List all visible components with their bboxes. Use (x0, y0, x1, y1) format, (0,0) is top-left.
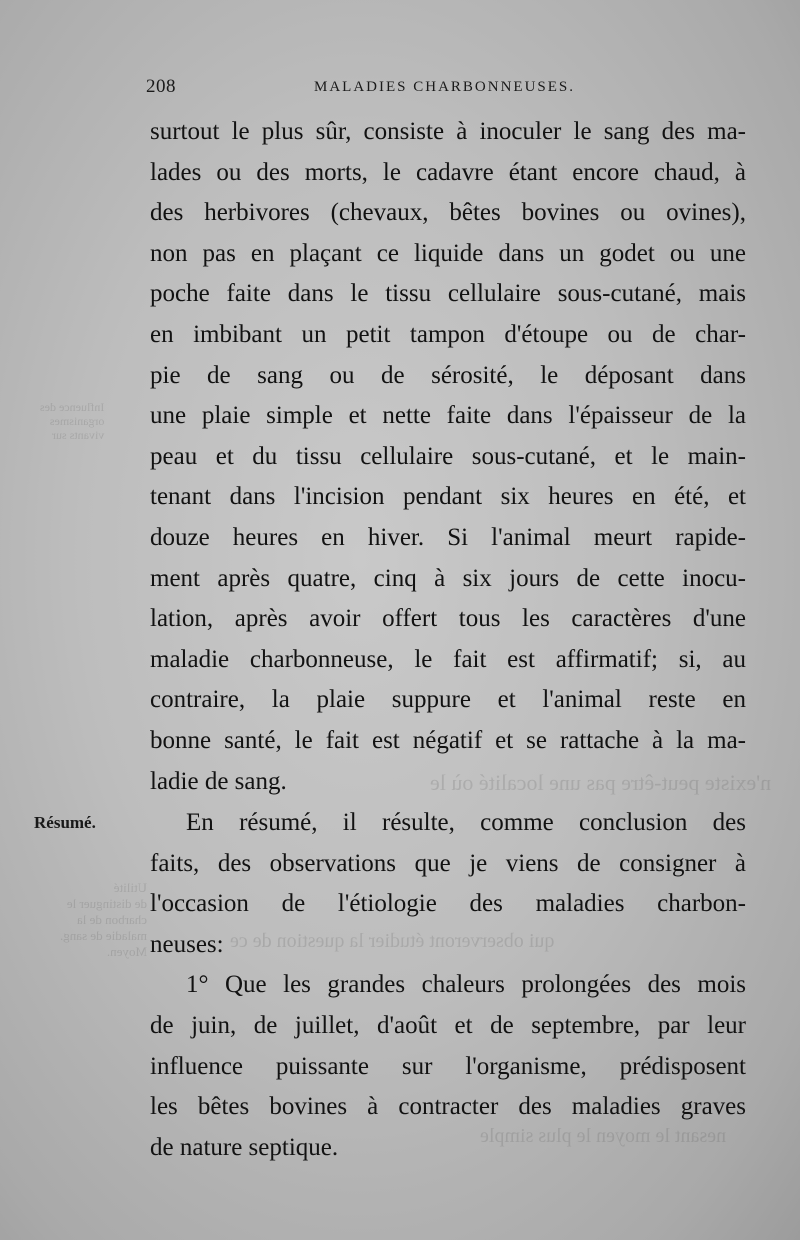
text-line: de juin, de juillet, d'août et de septembre, par leur (150, 1011, 746, 1039)
text-line: poche faite dans le tissu cellulaire sous-cutané, mais (150, 280, 746, 308)
margin-note: Résumé. (34, 813, 96, 832)
text-line: de nature septique. (150, 1133, 339, 1161)
text-line: tenant dans l'incision pendant six heures en été, et (150, 483, 746, 511)
text-line: En résumé, il résulte, comme conclusion des (186, 809, 746, 836)
text-line: influence puissante sur l'organisme, prédisposent (150, 1052, 746, 1080)
text-line: en imbibant un petit tampon d'étoupe ou de char- (150, 320, 746, 348)
text-line: lades ou des morts, le cadavre étant encore chaud, à (150, 158, 746, 186)
text-line: ladie de sang. (150, 767, 287, 795)
show-through-text: n'existe peut-être pas une localité où le (430, 770, 772, 795)
text-line: surtout le plus sûr, consiste à inoculer le sang des ma- (150, 118, 746, 145)
text-line: 1° Que les grandes chaleurs prolongées des mois (186, 971, 746, 999)
show-through-margin-text: Utilité de distinguer le charbon de la maladie de sang. Moyen. (60, 880, 147, 959)
text-line: non pas en plaçant ce liquide dans un godet ou une (150, 239, 746, 267)
text-line: pie de sang ou de sérosité, le déposant dans (150, 361, 746, 389)
page-number: 208 (146, 76, 176, 97)
text-line: neuses: (150, 930, 224, 958)
show-through-margin-text: Influence des organismes vivants sur (40, 400, 105, 442)
text-line: faits, des observations que je viens de consigner à (150, 849, 746, 877)
text-line: bonne santé, le fait est négatif et se rattache à la ma- (150, 726, 746, 754)
page-header (146, 76, 746, 102)
text-line: contraire, la plaie suppure et l'animal reste en (150, 686, 746, 714)
text-line: lation, après avoir offert tous les caractères d'une (150, 605, 746, 633)
text-line: ment après quatre, cinq à six jours de cette inocu- (150, 564, 746, 592)
text-line: douze heures en hiver. Si l'animal meurt rapide- (150, 523, 746, 551)
show-through-text: nesant le moyen le plus simple (480, 1125, 727, 1147)
text-line: maladie charbonneuse, le fait est affirmatif; si, au (150, 645, 746, 673)
show-through-text: qui observeront étudier la question de ce (230, 930, 555, 952)
text-line: les bêtes bovines à contracter des maladies graves (150, 1093, 746, 1121)
paragraph-summary (150, 803, 746, 1168)
text-line: des herbivores (chevaux, bêtes bovines ou ovines), (150, 199, 746, 227)
text-line: une plaie simple et nette faite dans l'épaisseur de la (150, 402, 746, 430)
paragraph-inoculation (150, 112, 746, 802)
text-line: l'occasion de l'étiologie des maladies charbon- (150, 890, 746, 918)
text-line: peau et du tissu cellulaire sous-cutané, et le main- (150, 442, 746, 470)
running-head: MALADIES CHARBONNEUSES. (314, 79, 576, 95)
